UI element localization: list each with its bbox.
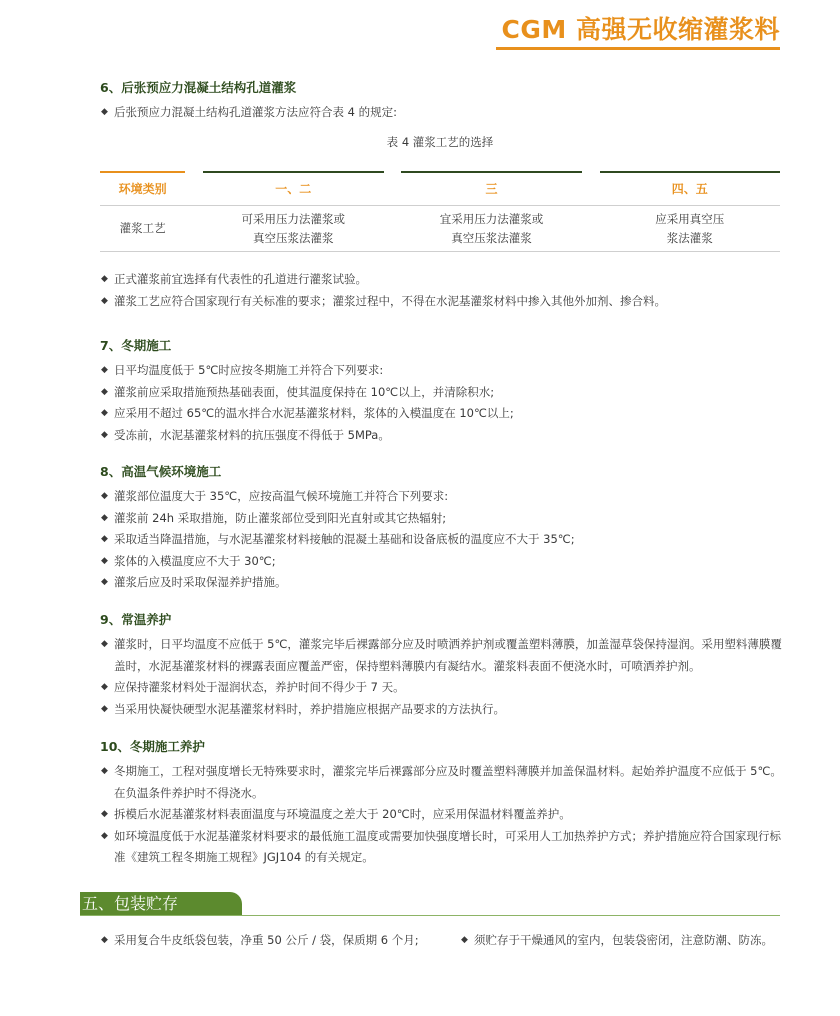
list-item	[100, 382, 790, 404]
list-item	[100, 508, 790, 530]
list-item	[100, 269, 790, 291]
list-item	[100, 572, 790, 594]
list-item	[100, 699, 790, 721]
table-cell: 宜采用压力法灌浆或 真空压浆法灌浆	[439, 211, 544, 245]
table-header-cell: 一、二	[203, 171, 383, 203]
list-item-text: 当采用快凝快硬型水泥基灌浆材料时，养护措施应根据产品要求的方法执行。	[114, 701, 505, 716]
bullet-icon: ◆	[101, 682, 108, 692]
list-item-text: 冬期施工，工程对强度增长无特殊要求时，灌浆完毕后裸露部分应及时覆盖塑料薄膜并加盖保温材料。起始养护温度不应低于 5℃。在负温条件养护时不得浇水。	[114, 764, 782, 800]
list-item-text: 灌浆后应及时采取保湿养护措施。	[114, 575, 287, 589]
section-9-heading: 9、常温养护	[100, 612, 172, 627]
list-item-text: 灌浆前 24h 采取措施，防止灌浆部位受到阳光直射或其它热辐射;	[114, 510, 447, 525]
section-6-heading: 6、后张预应力混凝土结构孔道灌浆	[100, 80, 297, 95]
bullet-icon: ◆	[101, 512, 108, 523]
list-item-text: 正式灌浆前宜选择有代表性的孔道进行灌浆试验。	[114, 272, 367, 286]
section-6-notes	[100, 269, 790, 312]
list-item	[100, 930, 419, 952]
list-item	[460, 930, 773, 952]
list-item	[100, 551, 790, 573]
bullet-icon: ◆	[101, 577, 108, 587]
list-item	[100, 826, 790, 869]
section-7	[100, 336, 790, 446]
list-item-text: 灌浆部位温度大于 35℃，应按高温气候环境施工并符合下列要求:	[114, 489, 449, 503]
list-item	[100, 529, 790, 551]
list-item-text: 灌浆工艺应符合国家现行有关标准的要求；灌浆过程中，不得在水泥基灌浆材料中掺入其他外加剂、掺合料。	[114, 293, 666, 308]
list-item-text: 灌浆前应采取措施预热基础表面，使其温度保持在 10℃以上，并清除积水;	[114, 384, 495, 399]
list-item-text: 灌浆时，日平均温度不应低于 5℃，灌浆完毕后裸露部分应及时喷洒养护剂或覆盖塑料薄膜，加盖湿草袋保持湿润。采用塑料薄膜覆盖时，水泥基灌浆材料的裸露表面应覆盖严密，保持塑料薄膜内有凝结水。灌浆料表面不便浇水时，可喷洒养护剂。	[114, 637, 782, 673]
list-item-text: 后张预应力混凝土结构孔道灌浆方法应符合表 4 的规定:	[114, 105, 397, 119]
list-item-text: 应保持灌浆材料处于湿润状态，养护时间不得少于 7 天。	[114, 680, 405, 694]
table-row	[100, 205, 780, 252]
list-item	[100, 677, 790, 699]
section-7-heading: 7、冬期施工	[100, 338, 172, 353]
list-item	[100, 425, 790, 447]
list-item	[100, 403, 790, 425]
bullet-icon: ◆	[101, 935, 108, 945]
list-item	[100, 761, 790, 804]
list-item	[100, 102, 790, 124]
list-item-text: 采用复合牛皮纸袋包装，净重 50 公斤 / 袋，保质期 6 个月;	[114, 933, 419, 947]
bullet-icon: ◆	[101, 491, 108, 501]
document-title: CGM 高强无收缩灌浆料	[501, 15, 780, 44]
bullet-icon: ◆	[101, 830, 108, 841]
bullet-icon: ◆	[101, 429, 108, 440]
bullet-icon: ◆	[461, 935, 468, 945]
bullet-icon: ◆	[101, 274, 108, 284]
process-table	[100, 171, 780, 252]
table-header-row	[100, 171, 780, 203]
list-item-text: 浆体的入模温度应不大于 30℃;	[114, 553, 276, 568]
section-6	[100, 78, 790, 124]
table-header-cell: 三	[401, 171, 581, 203]
bullet-icon: ◆	[101, 386, 108, 397]
bullet-icon: ◆	[101, 365, 108, 375]
bullet-icon: ◆	[101, 408, 108, 418]
list-item-text: 采取适当降温措施，与水泥基灌浆材料接触的混凝土基础和设备底板的温度应不大于 35℃;	[114, 532, 575, 546]
packaging-heading-band	[80, 892, 242, 915]
list-item-text: 受冻前，水泥基灌浆材料的抗压强度不得低于 5MPa。	[114, 427, 390, 442]
table-header-cell: 环境类别	[100, 171, 185, 203]
bullet-icon: ◆	[101, 703, 108, 714]
bullet-icon: ◆	[101, 555, 108, 566]
table-caption: 表 4 灌浆工艺的选择	[386, 135, 494, 149]
list-item-text: 如环境温度低于水泥基灌浆材料要求的最低施工温度或需要加快强度增长时，可采用人工加热养护方式；养护措施应符合国家现行标准《建筑工程冬期施工规程》JGJ104 的有关规定。	[114, 828, 781, 864]
list-item-text: 须贮存于干燥通风的室内，包装袋密闭，注意防潮、防冻。	[474, 933, 773, 947]
list-item	[100, 804, 790, 826]
bullet-icon: ◆	[101, 534, 108, 544]
table-header-cell: 四、五	[600, 171, 780, 203]
table-row-label: 灌浆工艺	[119, 221, 166, 235]
list-item-text: 应采用不超过 65℃的温水拌合水泥基灌浆材料，浆体的入模温度在 10℃以上;	[114, 406, 514, 420]
bullet-icon: ◆	[101, 107, 108, 117]
packaging-heading: 五、包装贮存	[82, 894, 179, 913]
bullet-icon: ◆	[101, 295, 108, 306]
list-item	[100, 486, 790, 508]
section-8	[100, 462, 790, 594]
bullet-icon: ◆	[101, 766, 108, 776]
list-item	[100, 291, 790, 313]
list-item	[100, 634, 790, 677]
list-item	[100, 360, 790, 382]
packaging-rule	[80, 915, 780, 916]
list-item-text: 日平均温度低于 5℃时应按冬期施工并符合下列要求:	[114, 363, 384, 377]
table-cell: 应采用真空压 浆法灌浆	[655, 211, 725, 245]
list-item-text: 拆模后水泥基灌浆材料表面温度与环境温度之差大于 20℃时，应采用保温材料覆盖养护。	[114, 807, 571, 821]
section-9	[100, 610, 790, 720]
section-10	[100, 737, 790, 869]
bullet-icon: ◆	[101, 809, 108, 819]
title-underline	[496, 47, 780, 50]
table-cell: 可采用压力法灌浆或 真空压浆法灌浆	[241, 211, 346, 245]
section-8-heading: 8、高温气候环境施工	[100, 464, 222, 479]
section-10-heading: 10、冬期施工养护	[100, 739, 205, 754]
bullet-icon: ◆	[101, 639, 108, 649]
